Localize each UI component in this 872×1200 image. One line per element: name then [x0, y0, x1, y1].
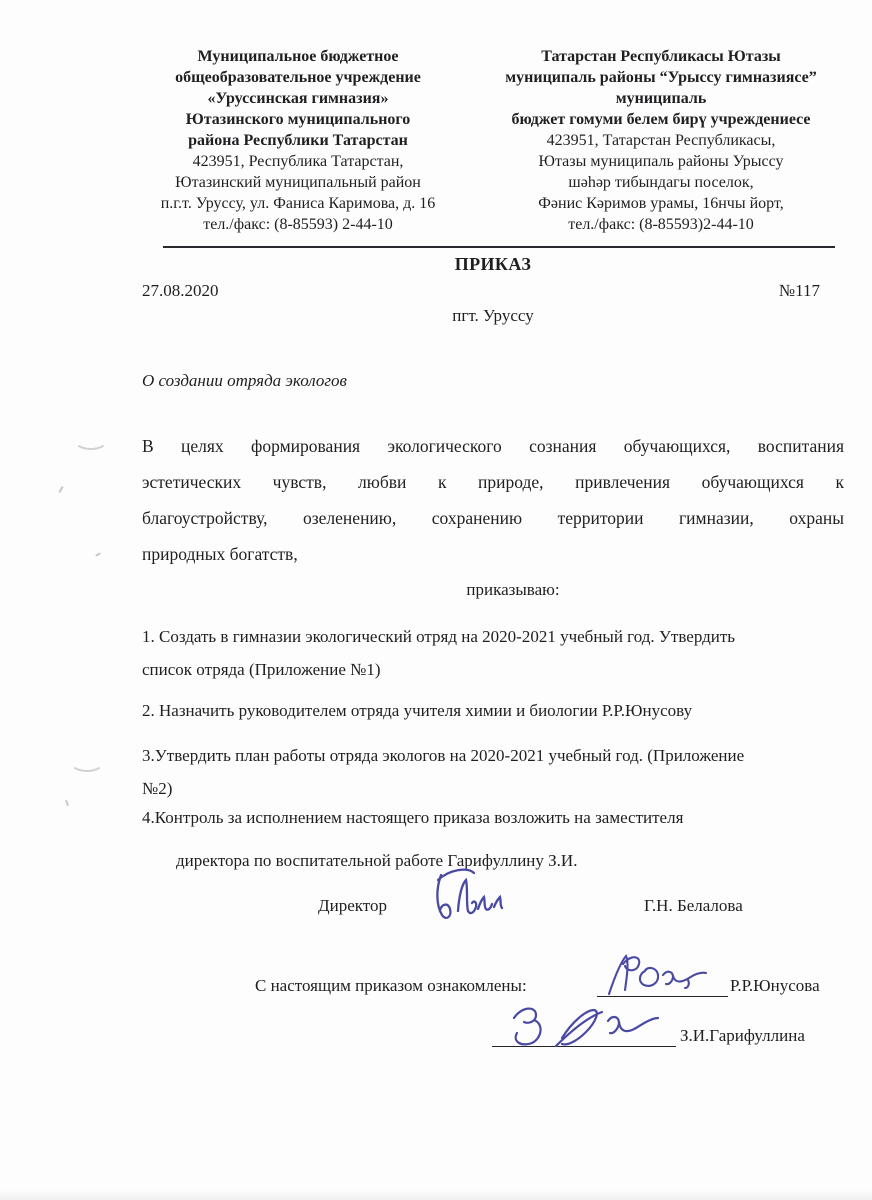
order-item-3 [142, 739, 852, 805]
order-item-line: 2. Назначить руководителем отряда учителя химии и биологии Р.Р.Юнусову [142, 701, 693, 720]
order-item-1 [142, 620, 852, 686]
header-right-line: 423951, Татарстан Республикасы, [546, 132, 776, 149]
acknowledged-name-2: З.И.Гарифуллина [680, 1026, 805, 1045]
decree-word: приказываю: [466, 580, 560, 599]
preamble-line: эстетических чувств, любви к природе, привлечения обучающихся к [142, 472, 844, 492]
header-divider-line [163, 246, 835, 248]
scan-speck [58, 486, 63, 493]
order-subject: О создании отряда экологов [142, 371, 347, 390]
director-label: Директор [318, 896, 387, 915]
signature-line [492, 1024, 676, 1047]
header-left-line: общеобразовательное учреждение [175, 69, 421, 86]
preamble-line: благоустройству, озеленению, сохранению территории гимназии, охраны [142, 508, 844, 528]
header-right-line: тел./факс: (8-85593)2-44-10 [568, 216, 754, 233]
header-right-line: Фәнис Кәримов урамы, 16нчы йорт, [538, 195, 784, 212]
order-item-line: директора по воспитательной работе Гарифуллину З.И. [176, 851, 578, 870]
margin-pen-mark [74, 430, 108, 450]
order-item-line: №2) [142, 779, 173, 798]
order-item-line: 3.Утвердить план работы отряда экологов на 2020-2021 учебный год. (Приложение [142, 746, 745, 765]
signature-line [597, 974, 728, 997]
header-left-line: Ютазинского муниципального [185, 111, 411, 128]
document-title: ПРИКАЗ [454, 254, 532, 274]
header-left-line: п.г.т. Уруссу, ул. Фаниса Каримова, д. 16 [160, 195, 436, 212]
preamble-line: В целях формирования экологического сознания обучающихся, воспитания [142, 436, 844, 456]
header-right-line: муниципаль районы “Урыссу гимназиясе” [505, 69, 817, 86]
scan-speck [95, 552, 100, 556]
order-item-line: список отряда (Приложение №1) [142, 660, 381, 679]
header-left-line: тел./факс: (8-85593) 2-44-10 [203, 216, 393, 233]
order-date: 27.08.2020 [142, 281, 219, 300]
order-place: пгт. Уруссу [452, 306, 534, 325]
header-left-line: Муниципальное бюджетное [197, 48, 399, 65]
header-right-line: Ютазы муниципаль районы Урыссу [538, 153, 784, 170]
header-left-russian [126, 46, 470, 235]
order-number: №117 [778, 281, 820, 300]
header-left-line: 423951, Республика Татарстан, [192, 153, 404, 170]
order-preamble [142, 428, 844, 572]
header-right-tatar [470, 46, 852, 235]
header-left-line: района Республики Татарстан [188, 132, 408, 149]
header-right-line: муниципаль [615, 90, 707, 107]
header-left-line: «Уруссинская гимназия» [207, 90, 389, 107]
director-name: Г.Н. Белалова [644, 896, 743, 915]
header-right-line: бюджет гомуми белем бирү учреждениесе [511, 111, 811, 128]
scan-speck [65, 800, 69, 806]
order-item-4 [142, 801, 852, 877]
order-item-2 [142, 694, 852, 727]
order-item-line: 4.Контроль за исполнением настоящего приказа возложить на заместителя [142, 808, 684, 827]
acknowledged-name-1: Р.Р.Юнусова [730, 976, 820, 995]
order-item-line: 1. Создать в гимназии экологический отряд на 2020-2021 учебный год. Утвердить [142, 627, 736, 646]
preamble-line: природных богатств, [142, 544, 298, 564]
header-left-line: Ютазинский муниципальный район [175, 174, 421, 191]
header-right-line: Татарстан Республикасы Ютазы [541, 48, 781, 65]
acknowledgement-label: С настоящим приказом ознакомлены: [255, 976, 527, 995]
margin-pen-mark [70, 752, 104, 772]
header-right-line: шәһәр тибындагы поселок, [568, 174, 754, 191]
